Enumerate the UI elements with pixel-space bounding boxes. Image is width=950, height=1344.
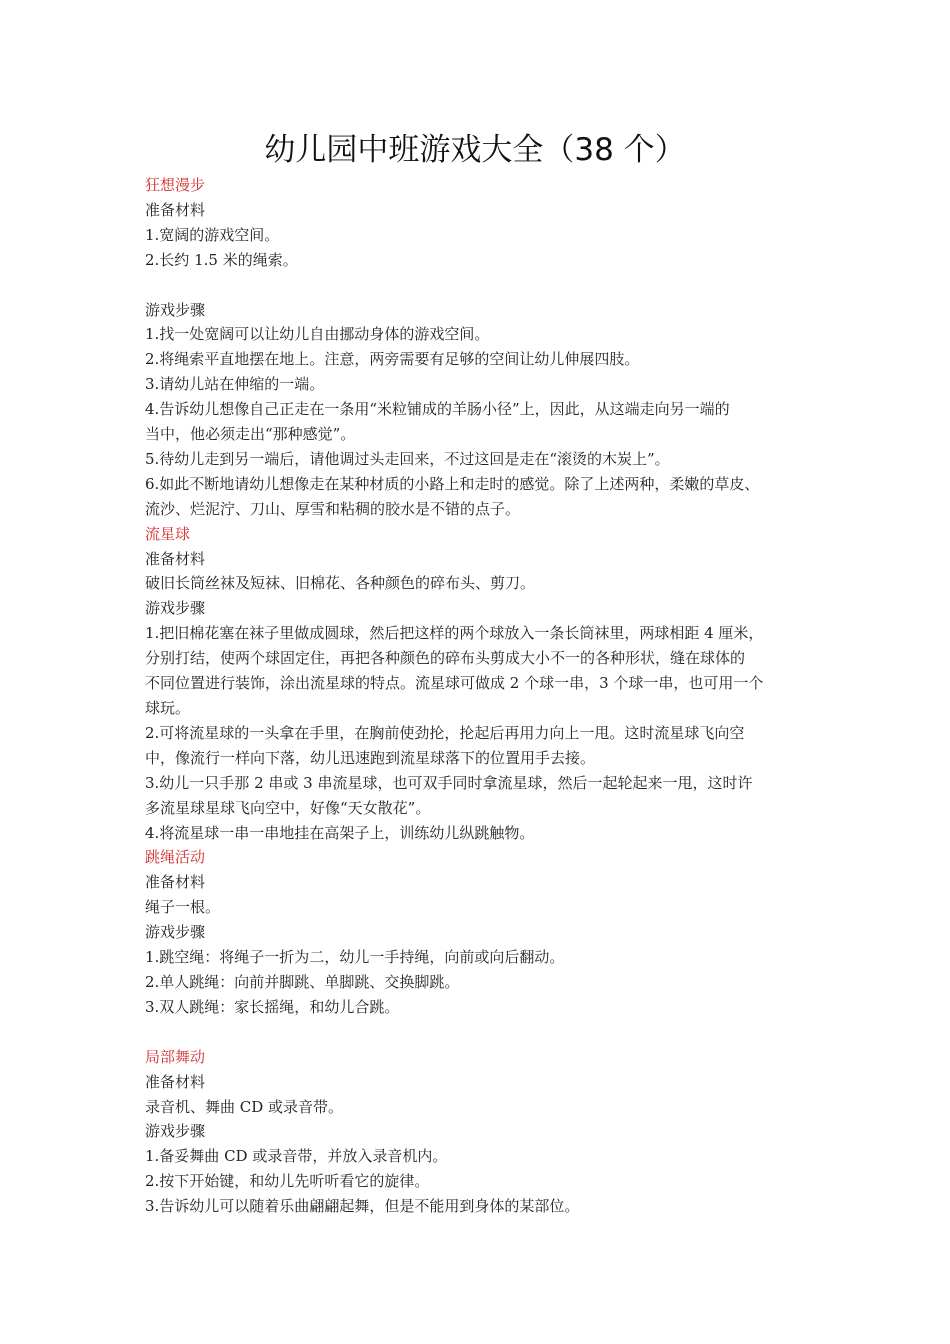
step-line: 1.把旧棉花塞在袜子里做成圆球，然后把这样的两个球放入一条长筒袜里，两球相距 4 厘米， (145, 624, 764, 643)
game-heading: 流星球 (145, 524, 191, 543)
step-line: 不同位置进行装饰，涂出流星球的特点。流星球可做成 2 个球一串，3 个球一串，也可用一个 (145, 674, 764, 693)
document-body (145, 173, 825, 1219)
game-heading: 局部舞动 (145, 1047, 206, 1066)
materials-label: 准备材料 (145, 549, 206, 568)
steps-label: 游戏步骤 (145, 300, 206, 319)
material-item: 1.宽阔的游戏空间。 (145, 225, 280, 244)
step-line: 5.待幼儿走到另一端后，请他调过头走回来，不过这回是走在“滚烫的木炭上”。 (145, 449, 670, 468)
material-item: 录音机、舞曲 CD 或录音带。 (145, 1097, 344, 1116)
step-line: 2.将绳索平直地摆在地上。注意，两旁需要有足够的空间让幼儿伸展四肢。 (145, 350, 640, 369)
step-line: 3.幼儿一只手那 2 串或 3 串流星球，也可双手同时拿流星球，然后一起轮起来一甩，这时许 (145, 773, 753, 792)
step-line: 1.跳空绳：将绳子一折为二，幼儿一手持绳，向前或向后翻动。 (145, 948, 565, 967)
step-line: 2.单人跳绳：向前并脚跳、单脚跳、交换脚跳。 (145, 972, 460, 991)
step-line: 球玩。 (145, 699, 191, 718)
step-line: 4.告诉幼儿想像自己正走在一条用“米粒铺成的羊肠小径”上，因此，从这端走向另一端的 (145, 400, 730, 419)
material-item: 破旧长筒丝袜及短袜、旧棉花、各种颜色的碎布头、剪刀。 (145, 574, 536, 593)
step-line: 流沙、烂泥泞、刀山、厚雪和粘稠的胶水是不错的点子。 (145, 499, 521, 518)
step-line: 1.找一处宽阔可以让幼儿自由挪动身体的游戏空间。 (145, 325, 490, 344)
step-line: 分别打结，使两个球固定住，再把各种颜色的碎布头剪成大小不一的各种形状，缝在球体的 (145, 649, 746, 668)
blank-line (145, 273, 825, 298)
materials-label: 准备材料 (145, 200, 206, 219)
step-line: 2.可将流星球的一头拿在手里，在胸前使劲抡，抡起后再用力向上一甩。这时流星球飞向空 (145, 723, 745, 742)
step-line: 3.双人跳绳：家长摇绳，和幼儿合跳。 (145, 997, 400, 1016)
step-line: 4.将流星球一串一串地挂在高架子上，训练幼儿纵跳触物。 (145, 823, 535, 842)
game-heading: 狂想漫步 (145, 176, 206, 194)
document-title: 幼儿园中班游戏大全（38 个） (264, 132, 686, 168)
material-item: 2.长约 1.5 米的绳索。 (145, 250, 298, 269)
blank-line (145, 1020, 825, 1045)
steps-label: 游戏步骤 (145, 1122, 206, 1141)
step-line: 6.如此不断地请幼儿想像走在某种材质的小路上和走时的感觉。除了上述两种，柔嫩的草皮、 (145, 474, 760, 493)
materials-label: 准备材料 (145, 873, 206, 892)
step-line: 2.按下开始键，和幼儿先听听看它的旋律。 (145, 1172, 430, 1191)
step-line: 3.告诉幼儿可以随着乐曲翩翩起舞，但是不能用到身体的某部位。 (145, 1197, 580, 1216)
step-line: 当中，他必须走出“那种感觉”。 (145, 425, 356, 444)
materials-label: 准备材料 (145, 1072, 206, 1091)
step-line: 3.请幼儿站在伸缩的一端。 (145, 375, 325, 394)
step-line: 1.备妥舞曲 CD 或录音带，并放入录音机内。 (145, 1147, 448, 1166)
step-line: 多流星球星球飞向空中，好像“天女散花”。 (145, 798, 431, 817)
material-item: 绳子一根。 (145, 898, 221, 917)
game-heading: 跳绳活动 (145, 848, 206, 867)
steps-label: 游戏步骤 (145, 923, 206, 942)
step-line: 中，像流行一样向下落，幼儿迅速跑到流星球落下的位置用手去接。 (145, 748, 596, 767)
steps-label: 游戏步骤 (145, 599, 206, 618)
